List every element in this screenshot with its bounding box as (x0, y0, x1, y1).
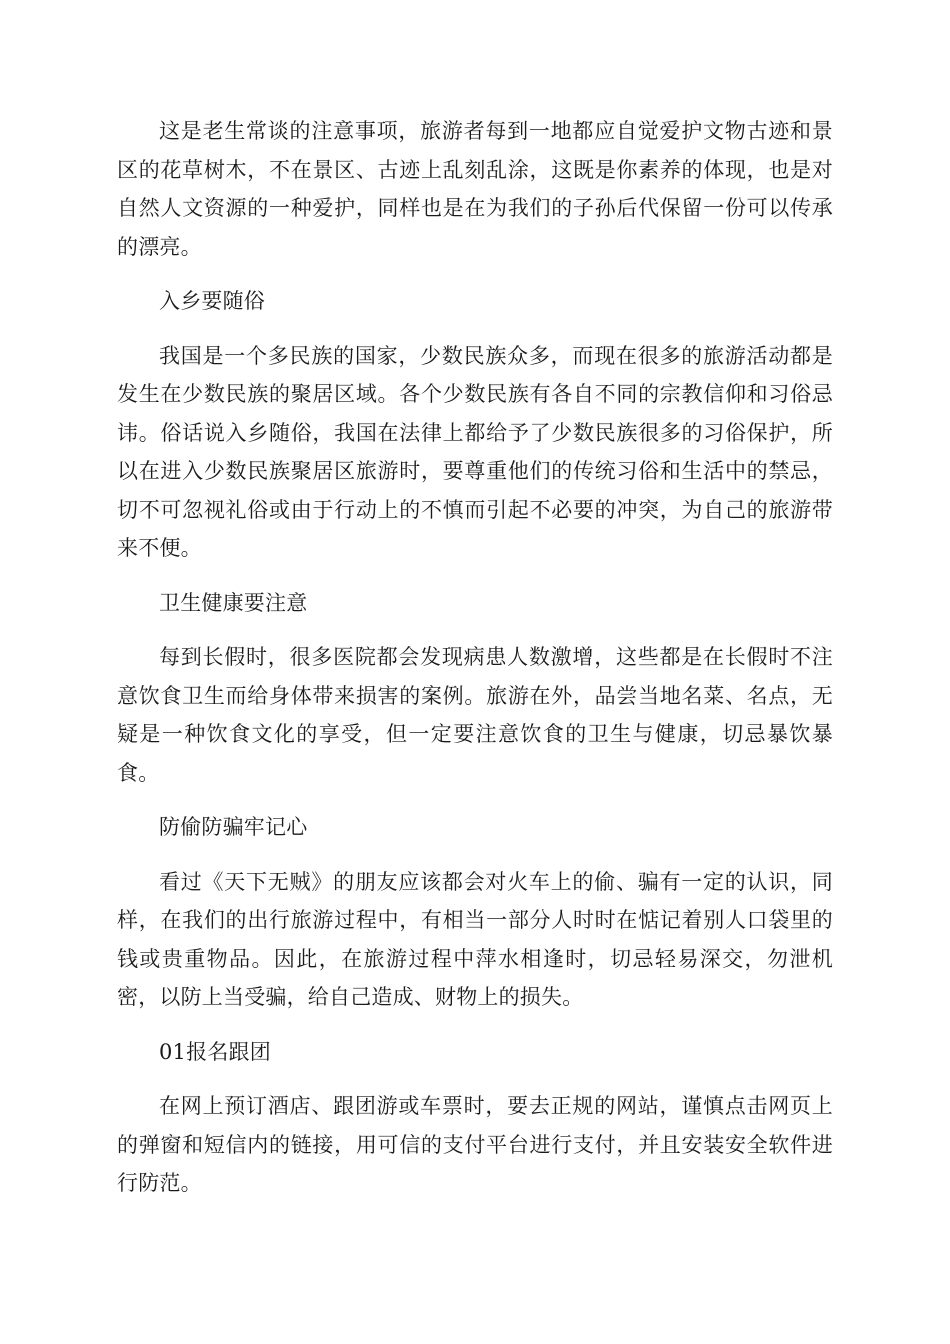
paragraph-anti-theft-fraud: 看过《天下无贼》的朋友应该都会对火车上的偷、骗有一定的认识，同样，在我们的出行旅游过程中，有相当一部分人时时在惦记着别人口袋里的钱或贵重物品。因此，在旅游过程中萍水相逢时，切忌轻易深交，勿泄机密，以防上当受骗，给自己造成、财物上的损失。 (117, 869, 833, 1009)
paragraph-protect-relics: 这是老生常谈的注意事项，旅游者每到一地都应自觉爱护文物古迹和景区的花草树木，不在景区、古迹上乱刻乱涂，这既是你素养的体现，也是对自然人文资源的一种爱护，同样也是在为我们的子孙后代保留一份可以传承的漂亮。 (117, 119, 833, 259)
paragraph-tour-signup: 在网上预订酒店、跟团游或车票时，要去正规的网站，谨慎点击网页上的弹窗和短信内的链接，用可信的支付平台进行支付，并且安装安全软件进行防范。 (117, 1094, 833, 1195)
heading-hygiene-health: 卫生健康要注意 (159, 590, 308, 615)
heading-local-customs: 入乡要随俗 (159, 289, 265, 313)
heading-anti-theft-fraud: 防偷防骗牢记心 (159, 815, 308, 839)
paragraph-local-customs: 我国是一个多民族的国家，少数民族众多，而现在很多的旅游活动都是发生在少数民族的聚居区域。各个少数民族有各自不同的宗教信仰和习俗忌讳。俗话说入乡随俗，我国在法律上都给予了少数民族很多的习俗保护，所以在进入少数民族聚居区旅游时，要尊重他们的传统习俗和生活中的禁忌，切不可忽视礼俗或由于行动上的不慎而引起不必要的冲突，为自己的旅游带来不便。 (117, 343, 833, 560)
paragraph-hygiene-health: 每到长假时，很多医院都会发现病患人数激增，这些都是在长假时不注意饮食卫生而给身体带来损害的案例。旅游在外，品尝当地名菜、名点，无疑是一种饮食文化的享受，但一定要注意饮食的卫生与健康，切忌暴饮暴食。 (117, 645, 833, 785)
document-page (117, 112, 833, 1219)
heading-tour-signup: 01报名跟团 (159, 1039, 271, 1064)
